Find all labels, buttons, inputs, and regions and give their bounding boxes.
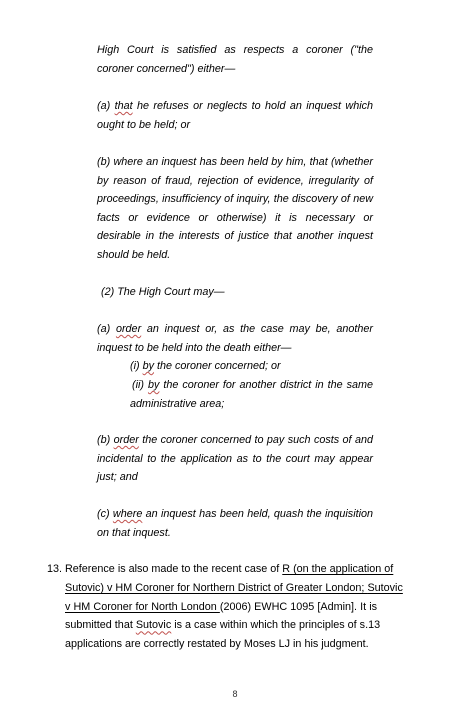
paragraph-13-body: Reference is also made to the recent case of R (on the application of Sutovic) v HM Coroner for Northern District of Greater London; Sutovic v HM Coroner for North London (2006) EWHC 1095 [Admin]. It is submitted that Sutovic is a case within which the principles of s.13 applications are correctly restated by Moses LJ in his judgment.	[65, 563, 403, 651]
case-citation: v HM Coroner for North London	[65, 600, 220, 613]
spelling-flagged-word: order	[115, 323, 142, 335]
page-number: 8	[232, 689, 238, 699]
quote-clause-2b: (b) order the coroner concerned to pay such costs of and incidental to the application as to the court may appear just; and	[97, 434, 373, 484]
spelling-flagged-word: order	[113, 434, 139, 446]
paragraph-number: 13.	[47, 563, 63, 575]
quote-intro	[97, 41, 373, 78]
quote-subsection-2: (2) The High Court may—	[101, 286, 225, 298]
quote-clause-2a: (a) order an inquest or, as the case may be, another inquest to be held into the death either—	[97, 323, 373, 354]
case-citation: ) v HM Coroner for Northern District of Greater London;	[100, 581, 368, 594]
spelling-flagged-word: that	[114, 100, 133, 112]
spelling-flagged-word: by	[147, 379, 160, 391]
spelling-flagged-word: where	[112, 508, 143, 520]
spelling-flagged-word: Sutovic	[65, 581, 101, 594]
quote-item-ii: (ii) by the coroner for another district in the same administrative area;	[130, 379, 373, 410]
quote-item-i: (i) by the coroner concerned; or	[130, 360, 281, 372]
quote-intro-line2: coroner concerned") either—	[97, 62, 236, 75]
quote-intro-line1: High Court is satisfied as respects a coroner ("the	[97, 44, 373, 56]
quote-clause-2c: (c) where an inquest has been held, quash the inquisition on that inquest.	[97, 508, 374, 539]
spelling-flagged-word: Sutovic	[367, 581, 403, 594]
quote-clause-a-line2: ought to be held; or	[97, 118, 191, 131]
case-citation: R (on the application of	[282, 563, 394, 575]
quote-clause-b: (b) where an inquest has been held by him, that (whether by reason of fraud, rejection of evidence, irregularity of proceedings, insufficiency of inquiry, the discovery of new facts or evidence or otherwise) it is necessary or desirable in the interests of justice that another inquest should be held.	[97, 156, 373, 261]
spelling-flagged-word: by	[142, 360, 154, 372]
quote-clause-a: (a) that he refuses or neglects to hold an inquest which ought to be held; or	[97, 97, 373, 134]
spelling-flagged-word: Sutovic	[135, 619, 172, 632]
